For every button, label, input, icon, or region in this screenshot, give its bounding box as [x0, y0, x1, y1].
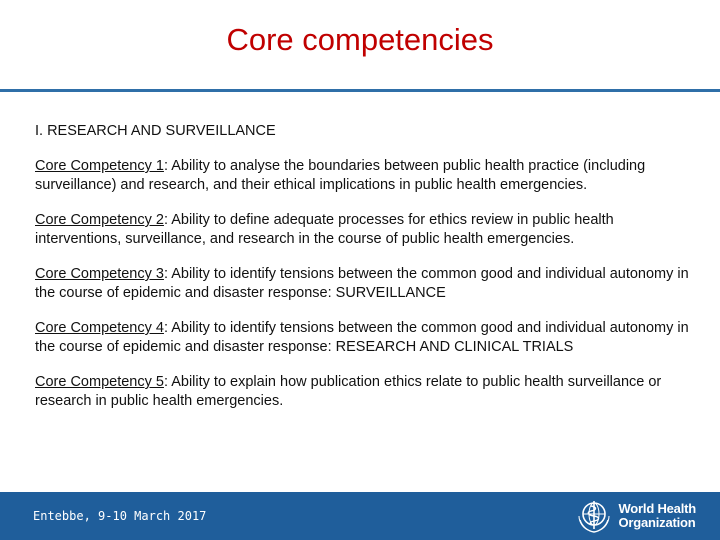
competency-label: Core Competency 3 — [35, 266, 164, 282]
competency-text: : Ability to explain how publication ethics relate to public health surveillance or research in public health emergencies. — [35, 374, 662, 409]
competency-2 — [35, 211, 695, 249]
who-wordmark-line2: Organization — [618, 515, 696, 530]
who-wordmark — [618, 502, 696, 530]
title-divider — [0, 89, 720, 92]
competency-label: Core Competency 2 — [35, 212, 164, 228]
competency-1 — [35, 157, 695, 195]
competency-text: : Ability to analyse the boundaries between public health practice (including surveillance) and research, and their ethical implications in public health emergencies. — [35, 158, 646, 193]
footer-location-date: Entebbe, 9-10 March 2017 — [33, 509, 207, 523]
competency-label: Core Competency 1 — [35, 158, 164, 174]
competency-5 — [35, 373, 695, 411]
slide-body — [35, 122, 695, 427]
competency-text: : Ability to identify tensions between the common good and individual autonomy in the course of epidemic and disaster response: SURVEILLANCE — [35, 266, 689, 301]
competency-label: Core Competency 4 — [35, 320, 164, 336]
competency-3 — [35, 265, 695, 303]
who-wordmark-line1: World Health — [618, 501, 696, 516]
who-emblem-icon — [574, 496, 614, 536]
who-logo — [574, 496, 696, 536]
footer-bar — [0, 492, 720, 540]
slide-title: Core competencies — [226, 22, 494, 57]
section-heading: I. RESEARCH AND SURVEILLANCE — [35, 123, 276, 139]
competency-label: Core Competency 5 — [35, 374, 164, 390]
competency-text: : Ability to identify tensions between the common good and individual autonomy in the course of epidemic and disaster response: RESEARCH AND CLINICAL TRIALS — [35, 320, 689, 355]
competency-text: : Ability to define adequate processes for ethics review in public health interventions, surveillance, and research in the course of public health emergencies. — [35, 212, 614, 247]
competency-4 — [35, 319, 695, 357]
